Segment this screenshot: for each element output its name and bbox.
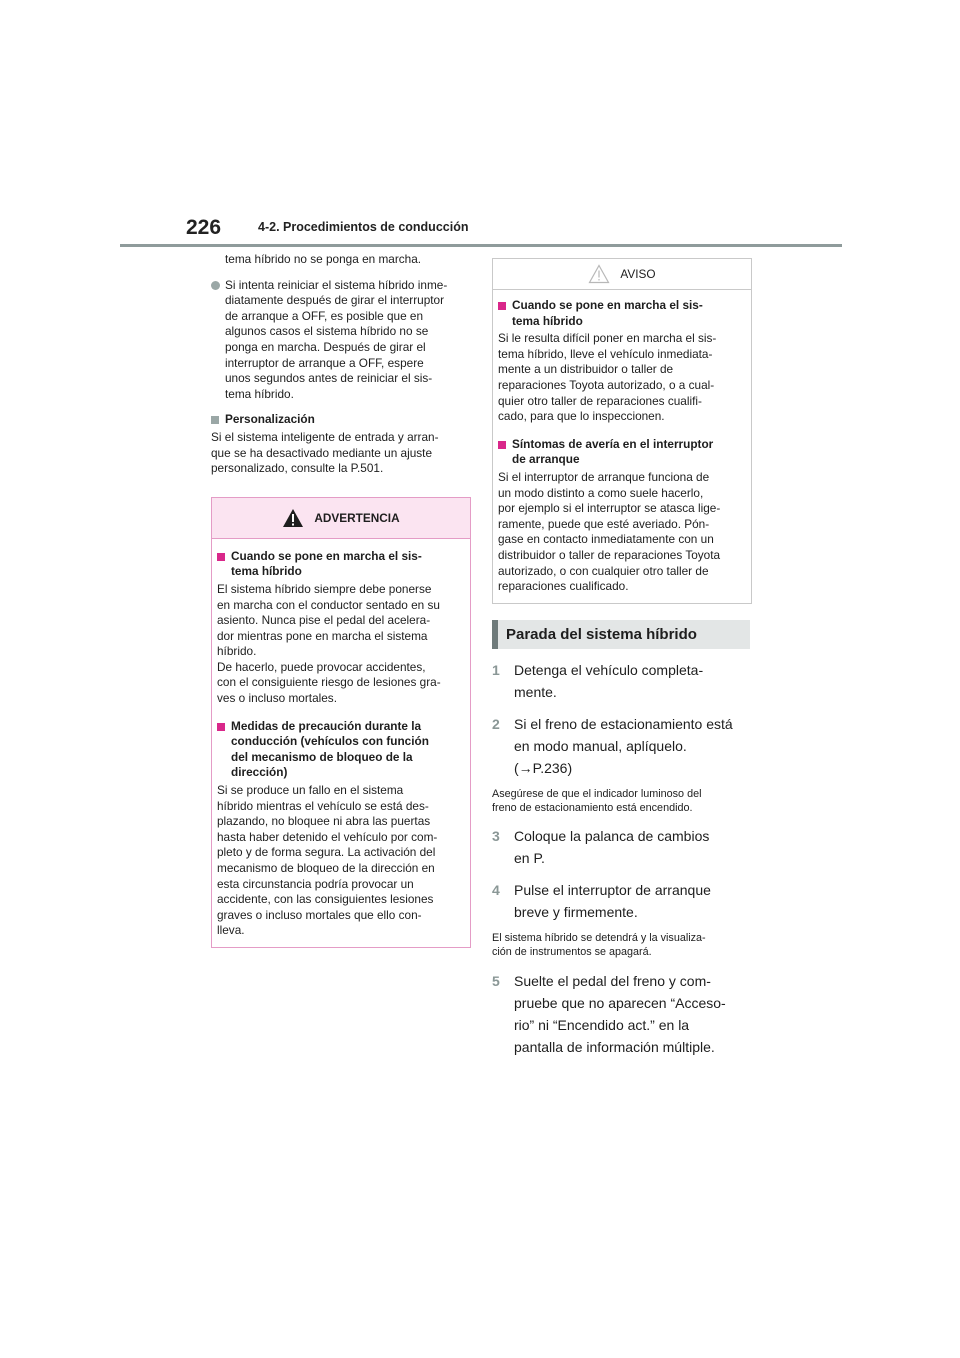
warning-text-1: El sistema híbrido siempre debe ponerse en marcha con el conductor sentado en su asiento. Nunca pise el pedal del acelera- dor mientras pone en marcha el sistema híbrido. De hacerlo, puede provocar accidentes, con el consiguiente riesgo de lesiones gra- ves o incluso mortales. xyxy=(217,581,441,706)
step-item xyxy=(492,970,752,1058)
notice-heading-2: Síntomas de avería en el interruptor de arranque xyxy=(498,437,746,468)
bullet-item xyxy=(211,278,471,403)
notice-heading-1: Cuando se pone en marcha el sis- tema híbrido xyxy=(498,298,746,329)
warning-header xyxy=(212,498,470,539)
warning-body xyxy=(212,539,470,947)
warning-title: ADVERTENCIA xyxy=(314,510,400,525)
step-number: 5 xyxy=(492,973,500,990)
step-item xyxy=(492,713,752,779)
warning-heading-2: Medidas de precaución durante la conducción (vehículos con función del mecanismo de bloqueo de la dirección) xyxy=(217,719,465,781)
notice-header xyxy=(493,259,751,290)
step-text: Detenga el vehículo completa- mente. xyxy=(514,661,704,700)
warning-box xyxy=(211,497,471,948)
step-text: Si el freno de estacionamiento está en modo manual, aplíquelo. (→P.236) xyxy=(514,715,733,776)
bullet-dot-icon xyxy=(211,281,220,290)
header-rule xyxy=(120,244,842,247)
warning-heading-1: Cuando se pone en marcha el sis- tema híbrido xyxy=(217,549,465,580)
step-item xyxy=(492,879,752,923)
warning-text-2: Si se produce un fallo en el sistema híbrido mientras el vehículo se está des- plazando, no bloquee ni abra las puertas hasta haber detenido el vehículo por com- pleto y de forma segura. La activación del mecanismo de bloqueo de la dirección en esta circunstancia podría provocar un accidente, con las consiguientes lesiones graves o incluso mortales que ello con- lleva. xyxy=(217,783,438,938)
continuation-text: tema híbrido no se ponga en marcha. xyxy=(225,252,422,266)
notice-text-2: Si el interruptor de arranque funciona de un modo distinto a como suele hacerlo, por ejemplo si el interruptor se atasca lige- ramente, puede que esté averiado. Pón- gase en contacto inmediatamente con un distribuidor o taller de reparaciones Toyota autorizado, o con cualquier otro taller de reparaciones cualificado. xyxy=(498,469,721,594)
square-bullet-icon xyxy=(217,553,225,561)
right-column xyxy=(492,258,752,1058)
step-text: Coloque la palanca de cambios en P. xyxy=(514,828,710,867)
notice-body xyxy=(493,290,751,603)
square-bullet-icon xyxy=(217,723,225,731)
notice-text-1: Si le resulta difícil poner en marcha el sis- tema híbrido, lleve el vehículo inmediata- mente a un distribuidor o taller de reparaciones Toyota autorizado, o a cual- quier otro taller de reparaciones cualifi- cado, para que lo inspeccionen. xyxy=(498,331,717,424)
step-item xyxy=(492,825,752,869)
square-bullet-icon xyxy=(498,441,506,449)
left-column xyxy=(211,252,471,948)
personalization-heading: Personalización xyxy=(211,412,471,428)
section-heading: Parada del sistema híbrido xyxy=(492,620,750,649)
caution-triangle-icon xyxy=(588,264,610,284)
step-text: Suelte el pedal del freno y com- pruebe que no aparecen “Acceso- rio” ni “Encendido act.” en la pantalla de información múltiple. xyxy=(514,973,726,1056)
step-item xyxy=(492,659,752,703)
step-number: 1 xyxy=(492,661,500,678)
personalization-text: Si el sistema inteligente de entrada y arran- que se ha desactivado mediante un ajuste personalizado, consulte la P.501. xyxy=(211,429,439,476)
notice-box xyxy=(492,258,752,604)
step-text: Pulse el interruptor de arranque breve y firmemente. xyxy=(514,882,711,921)
square-bullet-icon xyxy=(498,302,506,310)
step-number: 2 xyxy=(492,715,500,732)
square-bullet-icon xyxy=(211,416,219,424)
step-note: Asegúrese de que el indicador luminoso del freno de estacionamiento está encendido. xyxy=(492,787,702,814)
warning-triangle-icon xyxy=(282,508,304,528)
step-number: 3 xyxy=(492,828,500,845)
section-title: 4-2. Procedimientos de conducción xyxy=(258,220,469,234)
page-number: 226 xyxy=(186,216,222,239)
bullet-text: Si intenta reiniciar el sistema híbrido inme- diatamente después de girar el interruptor de arranque a OFF, es posible que en algunos casos el sistema híbrido no se ponga en marcha. Después de girar el interruptor de arranque a OFF, espere unos segundos antes de reiniciar el sis- tema híbrido. xyxy=(225,277,448,401)
step-number: 4 xyxy=(492,882,500,899)
step-note: El sistema híbrido se detendrá y la visualiza- ción de instrumentos se apagará. xyxy=(492,932,706,959)
notice-title: AVISO xyxy=(620,267,656,281)
